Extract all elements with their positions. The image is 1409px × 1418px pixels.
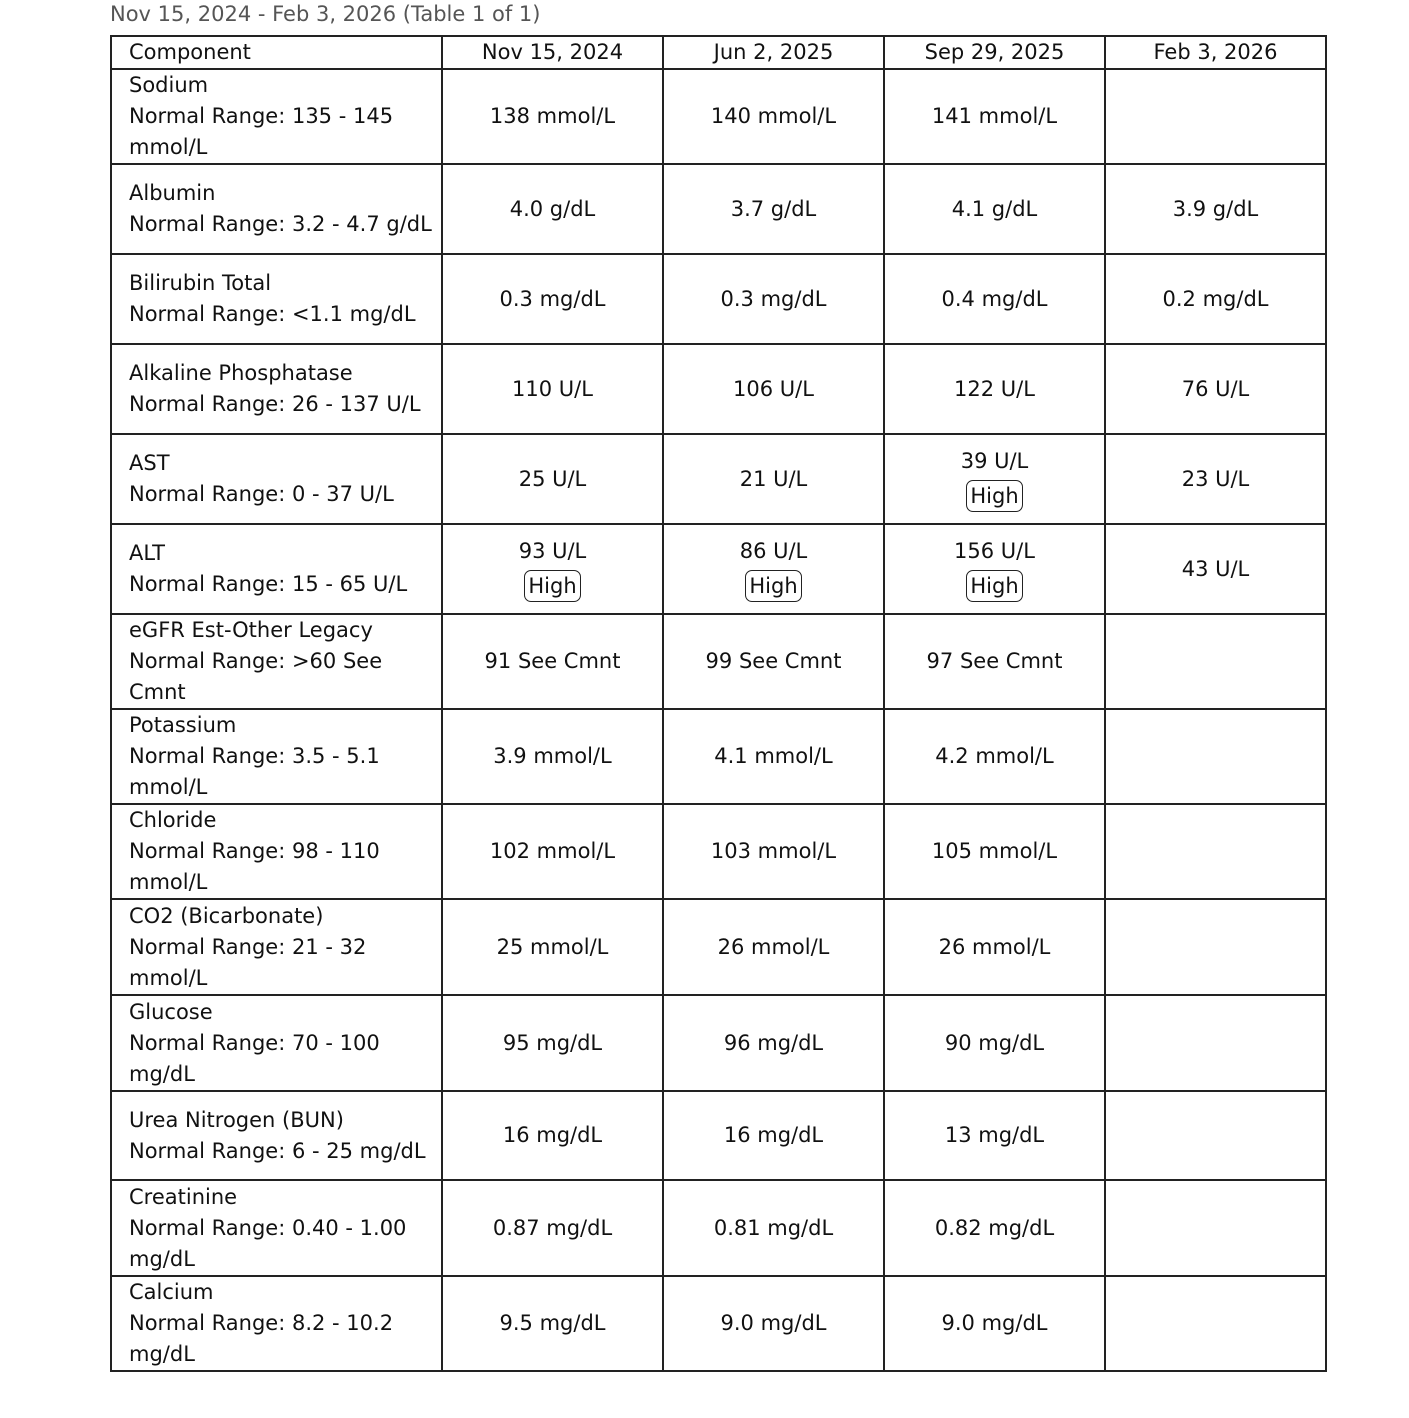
result-value: 95 mg/dL (502, 1030, 603, 1055)
column-header-date: Jun 2, 2025 (663, 36, 884, 69)
normal-range: Normal Range: >60 See Cmnt (129, 649, 383, 704)
result-cell (884, 254, 1105, 344)
result-value: 39 U/L (960, 449, 1029, 473)
result-cell (1105, 434, 1326, 524)
column-header-date: Feb 3, 2026 (1105, 36, 1326, 69)
result-value: 3.9 mmol/L (493, 744, 612, 768)
normal-range: Normal Range: 21 - 32 mmol/L (129, 934, 367, 990)
result-value: 4.2 mmol/L (935, 744, 1054, 768)
result-cell (663, 254, 884, 344)
result-cell (1105, 524, 1326, 614)
result-value: 9.0 mg/dL (720, 1311, 827, 1335)
result-cell (884, 614, 1105, 709)
result-value: 26 mmol/L (938, 934, 1051, 959)
result-value: 3.7 g/dL (730, 196, 817, 221)
component-cell (111, 434, 442, 524)
table-row (111, 69, 1326, 164)
result-cell (442, 524, 663, 614)
result-cell (663, 1276, 884, 1371)
result-cell (442, 69, 663, 164)
table-caption: Nov 15, 2024 - Feb 3, 2026 (Table 1 of 1) (110, 2, 541, 26)
component-name: CO2 (Bicarbonate) (129, 903, 324, 928)
column-header-date: Nov 15, 2024 (442, 36, 663, 69)
component-name: Glucose (129, 999, 213, 1024)
high-flag-badge: High (745, 570, 801, 602)
result-value: 90 mg/dL (944, 1030, 1045, 1055)
result-cell (1105, 709, 1326, 804)
column-header-component: Component (111, 36, 442, 69)
component-name: ALT (129, 541, 166, 565)
component-cell (111, 69, 442, 164)
result-cell (442, 164, 663, 254)
normal-range: Normal Range: 3.2 - 4.7 g/dL (129, 212, 432, 236)
result-cell (884, 1276, 1105, 1371)
result-value: 25 mmol/L (496, 934, 609, 959)
result-value: 3.9 g/dL (1172, 196, 1259, 221)
header-row (111, 36, 1326, 69)
component-name: Bilirubin Total (129, 271, 272, 295)
component-cell (111, 1091, 442, 1180)
table-row (111, 344, 1326, 434)
result-cell (442, 254, 663, 344)
result-value: 4.1 mmol/L (714, 744, 833, 768)
result-value: 0.3 mg/dL (499, 286, 606, 311)
result-cell (442, 344, 663, 434)
result-cell (442, 1091, 663, 1180)
result-value: 25 U/L (518, 466, 587, 491)
result-cell (663, 164, 884, 254)
result-cell (442, 804, 663, 899)
result-value: 13 mg/dL (944, 1123, 1045, 1147)
component-name: AST (129, 451, 170, 475)
component-name: eGFR Est-Other Legacy (129, 618, 373, 642)
component-cell (111, 709, 442, 804)
component-cell (111, 995, 442, 1091)
component-cell (111, 254, 442, 344)
normal-range: Normal Range: <1.1 mg/dL (129, 302, 416, 326)
result-value: 23 U/L (1181, 466, 1250, 491)
component-name: Albumin (129, 181, 216, 205)
result-value: 102 mmol/L (489, 839, 616, 863)
result-cell (663, 995, 884, 1091)
result-cell (1105, 1276, 1326, 1371)
result-cell (663, 804, 884, 899)
table-row (111, 164, 1326, 254)
result-cell (663, 434, 884, 524)
result-cell (884, 344, 1105, 434)
result-cell (663, 1180, 884, 1276)
result-value: 0.82 mg/dL (934, 1215, 1055, 1240)
result-cell (442, 709, 663, 804)
result-value: 105 mmol/L (931, 839, 1058, 863)
result-cell (1105, 164, 1326, 254)
table-body (111, 69, 1326, 1371)
component-name: Creatinine (129, 1184, 238, 1209)
result-cell (663, 524, 884, 614)
normal-range: Normal Range: 0.40 - 1.00 mg/dL (129, 1215, 407, 1271)
result-value: 141 mmol/L (931, 104, 1058, 128)
result-cell (442, 434, 663, 524)
result-value: 9.0 mg/dL (941, 1311, 1048, 1335)
result-cell (663, 344, 884, 434)
result-cell (442, 1180, 663, 1276)
result-cell (663, 69, 884, 164)
result-cell (663, 899, 884, 995)
component-name: Potassium (129, 713, 237, 737)
result-value: 26 mmol/L (717, 934, 830, 959)
result-value: 106 U/L (733, 376, 814, 401)
table-row (111, 614, 1326, 709)
result-cell (884, 69, 1105, 164)
component-name: Urea Nitrogen (BUN) (129, 1107, 344, 1132)
result-value: 0.3 mg/dL (720, 286, 827, 311)
table-row (111, 1180, 1326, 1276)
result-value: 0.4 mg/dL (941, 286, 1048, 311)
result-cell (1105, 1091, 1326, 1180)
result-value: 156 U/L (954, 539, 1035, 563)
result-value: 0.87 mg/dL (492, 1215, 613, 1240)
table-row (111, 995, 1326, 1091)
normal-range: Normal Range: 0 - 37 U/L (129, 482, 394, 506)
result-value: 43 U/L (1181, 556, 1250, 581)
result-value: 4.1 g/dL (951, 196, 1038, 221)
normal-range: Normal Range: 6 - 25 mg/dL (129, 1138, 426, 1163)
result-cell (884, 804, 1105, 899)
result-cell (884, 899, 1105, 995)
result-value: 4.0 g/dL (509, 196, 596, 221)
result-value: 0.81 mg/dL (713, 1215, 834, 1240)
result-value: 91 See Cmnt (484, 649, 621, 673)
component-name: Sodium (129, 73, 209, 97)
table-row (111, 254, 1326, 344)
result-cell (1105, 614, 1326, 709)
result-cell (442, 614, 663, 709)
result-cell (884, 709, 1105, 804)
component-cell (111, 344, 442, 434)
component-cell (111, 899, 442, 995)
result-value: 16 mg/dL (502, 1123, 603, 1147)
component-cell (111, 804, 442, 899)
result-value: 9.5 mg/dL (499, 1311, 606, 1335)
result-value: 122 U/L (954, 376, 1035, 401)
result-cell (442, 899, 663, 995)
result-value: 110 U/L (512, 376, 593, 401)
normal-range: Normal Range: 3.5 - 5.1 mmol/L (129, 744, 380, 799)
result-cell (1105, 995, 1326, 1091)
normal-range: Normal Range: 26 - 137 U/L (129, 392, 421, 416)
result-value: 21 U/L (739, 466, 808, 491)
table-row (111, 524, 1326, 614)
lab-results-table (110, 35, 1327, 1372)
result-value: 103 mmol/L (710, 839, 837, 863)
result-cell (663, 1091, 884, 1180)
normal-range: Normal Range: 70 - 100 mg/dL (129, 1030, 380, 1086)
result-cell (884, 524, 1105, 614)
result-cell (884, 1091, 1105, 1180)
component-cell (111, 164, 442, 254)
high-flag-badge: High (524, 570, 580, 602)
result-cell (884, 995, 1105, 1091)
component-name: Calcium (129, 1280, 214, 1304)
normal-range: Normal Range: 98 - 110 mmol/L (129, 839, 380, 894)
result-value: 97 See Cmnt (926, 649, 1063, 673)
result-value: 138 mmol/L (489, 104, 616, 128)
result-cell (1105, 899, 1326, 995)
result-cell (442, 995, 663, 1091)
component-cell (111, 524, 442, 614)
result-cell (1105, 1180, 1326, 1276)
normal-range: Normal Range: 8.2 - 10.2 mg/dL (129, 1311, 394, 1366)
result-cell (884, 434, 1105, 524)
normal-range: Normal Range: 135 - 145 mmol/L (129, 104, 394, 159)
component-name: Chloride (129, 808, 217, 832)
result-value: 96 mg/dL (723, 1030, 824, 1055)
component-cell (111, 1180, 442, 1276)
result-cell (663, 614, 884, 709)
column-header-date: Sep 29, 2025 (884, 36, 1105, 69)
component-cell (111, 614, 442, 709)
table-row (111, 899, 1326, 995)
result-cell (663, 709, 884, 804)
result-cell (442, 1276, 663, 1371)
high-flag-badge: High (966, 480, 1022, 512)
component-name: Alkaline Phosphatase (129, 361, 353, 385)
table-row (111, 1091, 1326, 1180)
result-cell (1105, 804, 1326, 899)
high-flag-badge: High (966, 570, 1022, 602)
component-cell (111, 1276, 442, 1371)
result-value: 99 See Cmnt (705, 649, 842, 673)
result-value: 86 U/L (739, 539, 808, 563)
result-value: 140 mmol/L (710, 104, 837, 128)
normal-range: Normal Range: 15 - 65 U/L (129, 572, 408, 596)
result-cell (884, 1180, 1105, 1276)
result-cell (1105, 254, 1326, 344)
table-row (111, 434, 1326, 524)
result-value: 0.2 mg/dL (1162, 286, 1269, 311)
result-value: 16 mg/dL (723, 1123, 824, 1147)
result-cell (1105, 344, 1326, 434)
result-cell (1105, 69, 1326, 164)
table-row (111, 1276, 1326, 1371)
table-row (111, 804, 1326, 899)
result-cell (884, 164, 1105, 254)
result-value: 76 U/L (1181, 376, 1250, 401)
result-value: 93 U/L (518, 539, 587, 563)
table-row (111, 709, 1326, 804)
